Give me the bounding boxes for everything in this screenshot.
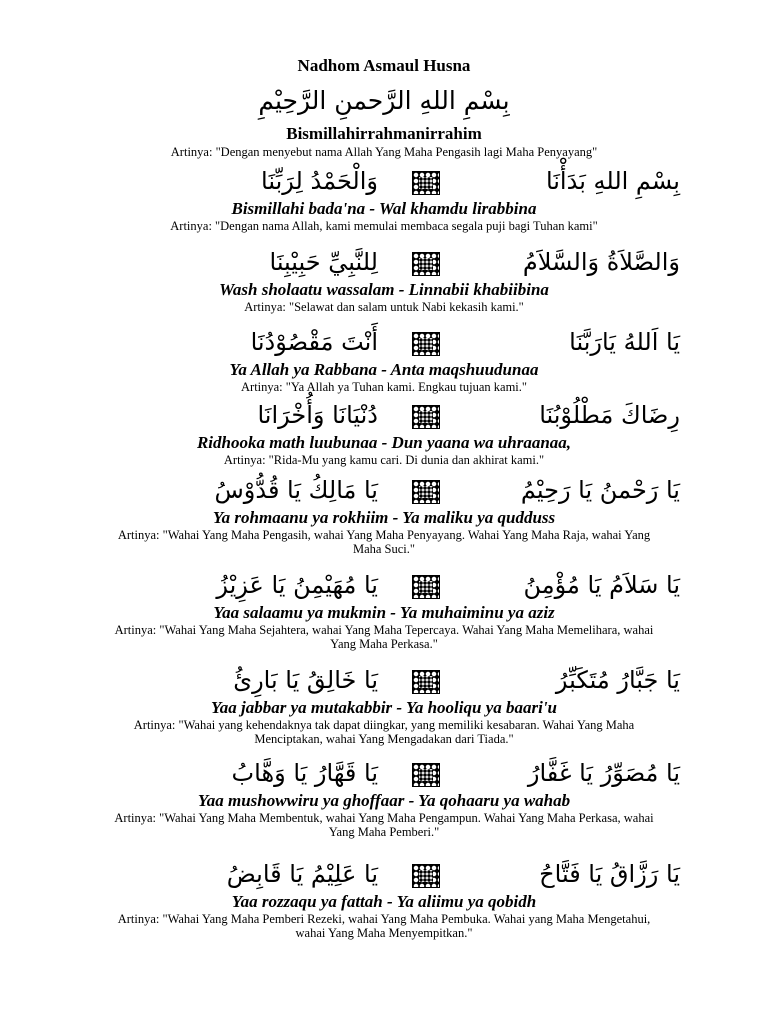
ornament-icon	[412, 480, 440, 504]
verse-meaning: Artinya: "Wahai Yang Maha Pengasih, wahai Yang Maha Penyayang. Wahai Yang Maha Raja, wahai Yang Maha Suci."	[117, 528, 651, 556]
verse-latin: Ridhooka math luubunaa - Dun yaana wa uhraanaa,	[196, 433, 572, 452]
verse-arabic-right: يَا اَللهُ يَارَبَّنَا	[569, 328, 680, 356]
verse-arabic-left: دُنْيَانَا وَأُخْرَانَا	[257, 401, 378, 429]
verse-latin: Yaa rozzaqu ya fattah - Ya aliimu ya qobidh	[231, 892, 537, 911]
verse-arabic-right: يَا مُصَوِّرُ يَا غَفَّارُ	[527, 759, 680, 787]
ornament-icon	[412, 171, 440, 195]
verse-arabic-left: أَنْتَ مَقْصُوْدُنَا	[250, 328, 378, 356]
basmalah-latin: Bismillahirrahmanirrahim	[286, 124, 482, 143]
verse-3	[0, 325, 768, 394]
verse-latin: Yaa jabbar ya mutakabbir - Ya hooliqu ya baari'u	[210, 698, 558, 717]
verse-meaning: Artinya: "Wahai Yang Maha Sejahtera, wahai Yang Maha Tepercaya. Wahai Yang Maha Memelihara, wahai Yang Maha Perkasa."	[114, 623, 654, 651]
verse-arabic-right: يَا جَبَّارُ مُتَكَبِّرُ	[555, 666, 680, 694]
verse-4	[0, 398, 768, 467]
verse-arabic-left: يَا عَلِيْمُ يَا قَابِضُ	[226, 860, 378, 888]
verse-arabic-left: وَالْحَمْدُ لِرَبِّنَا	[261, 167, 378, 195]
ornament-icon	[412, 763, 440, 787]
verse-arabic-right: رِضَاكَ مَطْلُوْبُنَا	[539, 401, 680, 429]
verse-arabic-right: وَالصَّلاَةُ وَالسَّلاَمُ	[522, 248, 680, 276]
verse-2	[0, 245, 768, 314]
verse-arabic-right: يَا رَحْمنُ يَا رَحِيْمُ	[520, 476, 680, 504]
verse-arabic-left: يَا مُهَيْمِنُ يَا عَزِيْزُ	[216, 571, 378, 599]
verse-meaning: Artinya: "Wahai yang kehendaknya tak dapat diingkar, yang memiliki kesabaran. Wahai Yang Maha Menciptakan, wahai Yang Mengadakan dari Tiada."	[133, 718, 635, 746]
basmalah-meaning: Artinya: "Dengan menyebut nama Allah Yang Maha Pengasih lagi Maha Penyayang"	[170, 145, 598, 159]
verse-latin: Bismillahi bada'na - Wal khamdu lirabbina	[231, 199, 537, 218]
verse-meaning: Artinya: "Rida-Mu yang kamu cari. Di dunia dan akhirat kami."	[223, 453, 545, 467]
verse-9	[0, 857, 768, 940]
verse-latin: Ya rohmaanu ya rokhiim - Ya maliku ya qudduss	[212, 508, 556, 527]
verse-5	[0, 473, 768, 556]
ornament-icon	[412, 332, 440, 356]
document-title: Nadhom Asmaul Husna	[297, 56, 471, 75]
verse-arabic-right: يَا سَلاَمُ يَا مُؤْمِنُ	[523, 571, 680, 599]
verse-meaning: Artinya: "Wahai Yang Maha Pemberi Rezeki, wahai Yang Maha Pembuka. Wahai yang Maha Mengetahui, wahai Yang Maha Menyempitkan."	[117, 912, 651, 940]
verse-arabic-left: يَا خَالِقُ يَا بَارِئُ	[233, 666, 378, 694]
verse-8	[0, 756, 768, 839]
verse-latin: Ya Allah ya Rabbana - Anta maqshuudunaa	[229, 360, 539, 379]
verse-arabic-left: يَا قَهَّارُ يَا وَهَّابُ	[231, 759, 378, 787]
verse-meaning: Artinya: "Ya Allah ya Tuhan kami. Engkau tujuan kami."	[241, 380, 527, 394]
verse-7	[0, 663, 768, 746]
verse-6	[0, 568, 768, 651]
verse-arabic-right: بِسْمِ اللهِ بَدَأْنَا	[545, 167, 680, 195]
ornament-icon	[412, 670, 440, 694]
verse-meaning: Artinya: "Selawat dan salam untuk Nabi kekasih kami."	[244, 300, 524, 314]
verse-latin: Yaa salaamu ya mukmin - Ya muhaiminu ya aziz	[213, 603, 555, 622]
verse-arabic-left: يَا مَالِكُ يَا قُدُّوْسُ	[214, 476, 378, 504]
verse-latin: Wash sholaatu wassalam - Linnabii khabiibina	[219, 280, 549, 299]
verse-arabic-right: يَا رَزَّاقُ يَا فَتَّاحُ	[539, 860, 680, 888]
verse-latin: Yaa mushowwiru ya ghoffaar - Ya qohaaru ya wahab	[197, 791, 571, 810]
basmalah-arabic: بِسْمِ اللهِ الرَّحمنِ الرَّحِيْمِ	[258, 86, 510, 115]
verse-meaning: Artinya: "Wahai Yang Maha Membentuk, wahai Yang Maha Pengampun. Wahai Yang Maha Perkasa, wahai Yang Maha Pemberi."	[114, 811, 654, 839]
ornament-icon	[412, 864, 440, 888]
verse-meaning: Artinya: "Dengan nama Allah, kami memulai membaca segala puji bagi Tuhan kami"	[170, 219, 598, 233]
verse-arabic-left: لِلنَّبِيِّ حَبِيْبِنَا	[269, 248, 378, 276]
ornament-icon	[412, 575, 440, 599]
verse-1	[0, 164, 768, 233]
ornament-icon	[412, 405, 440, 429]
ornament-icon	[412, 252, 440, 276]
